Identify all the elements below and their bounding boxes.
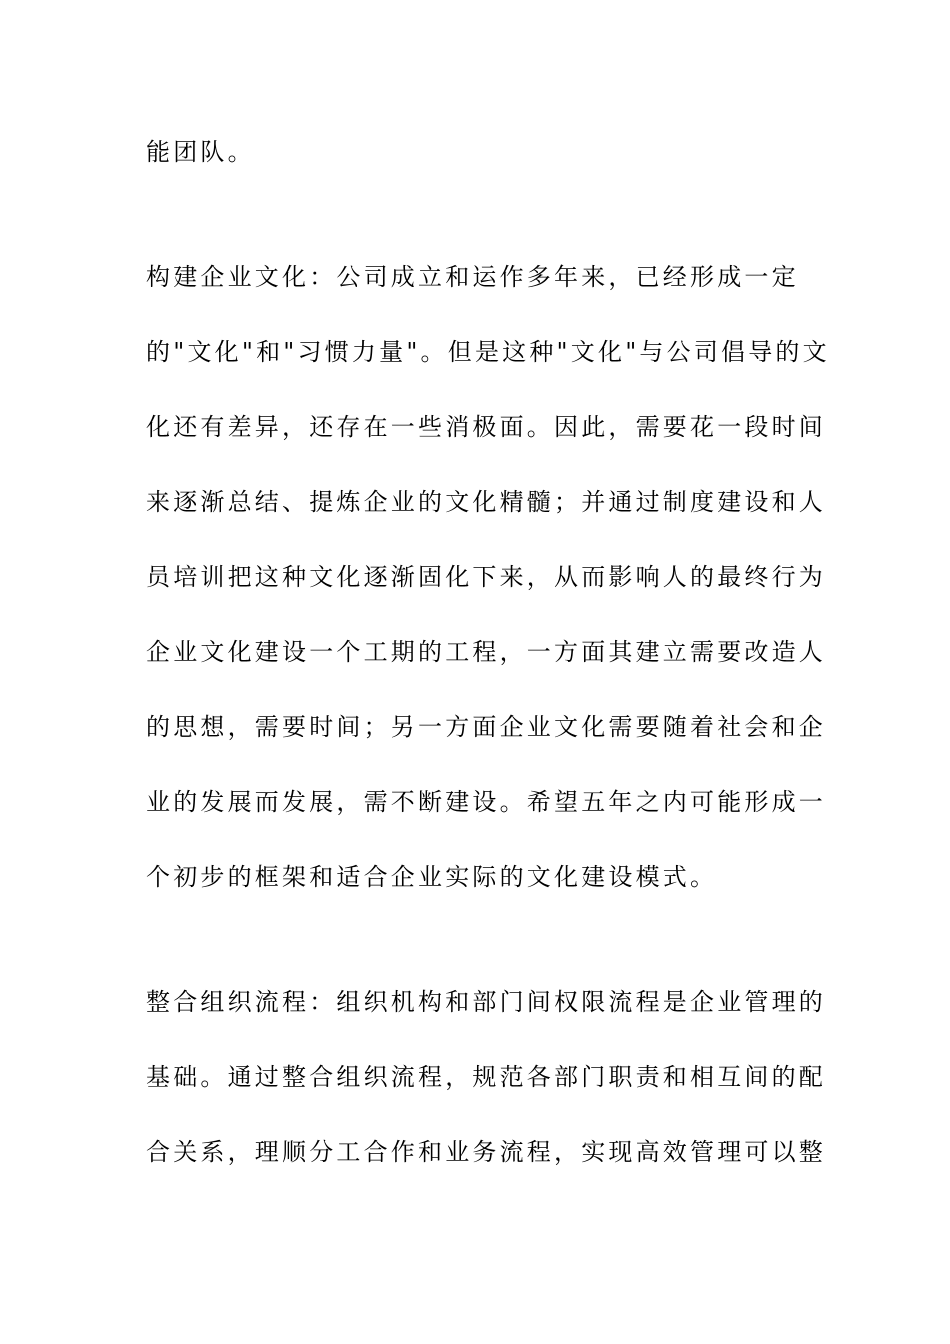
text-line-7: 企业文化建设一个工期的工程，一方面其建立需要改造人 xyxy=(146,638,826,666)
text-line-5: 来逐渐总结、提炼企业的文化精髓；并通过制度建设和人 xyxy=(146,488,826,516)
text-line-6: 员培训把这种文化逐渐固化下来，从而影响人的最终行为 xyxy=(146,563,826,591)
text-line-12: 基础。通过整合组织流程，规范各部门职责和相互间的配 xyxy=(146,1063,826,1091)
text-line-2: 构建企业文化：公司成立和运作多年来，已经形成一定 xyxy=(146,263,799,291)
text-line-4: 化还有差异，还存在一些消极面。因此，需要花一段时间 xyxy=(146,413,826,441)
text-line-8: 的思想，需要时间；另一方面企业文化需要随着社会和企 xyxy=(146,713,826,741)
text-line-9: 业的发展而发展，需不断建设。希望五年之内可能形成一 xyxy=(146,788,826,816)
text-line-10: 个初步的框架和适合企业实际的文化建设模式。 xyxy=(146,863,718,891)
text-line-11: 整合组织流程：组织机构和部门间权限流程是企业管理的 xyxy=(146,988,826,1016)
text-line-1: 能团队。 xyxy=(146,138,255,166)
text-line-13: 合关系，理顺分工合作和业务流程，实现高效管理可以整 xyxy=(146,1138,826,1166)
text-line-3: 的"文化"和"习惯力量"。但是这种"文化"与公司倡导的文 xyxy=(146,338,830,366)
